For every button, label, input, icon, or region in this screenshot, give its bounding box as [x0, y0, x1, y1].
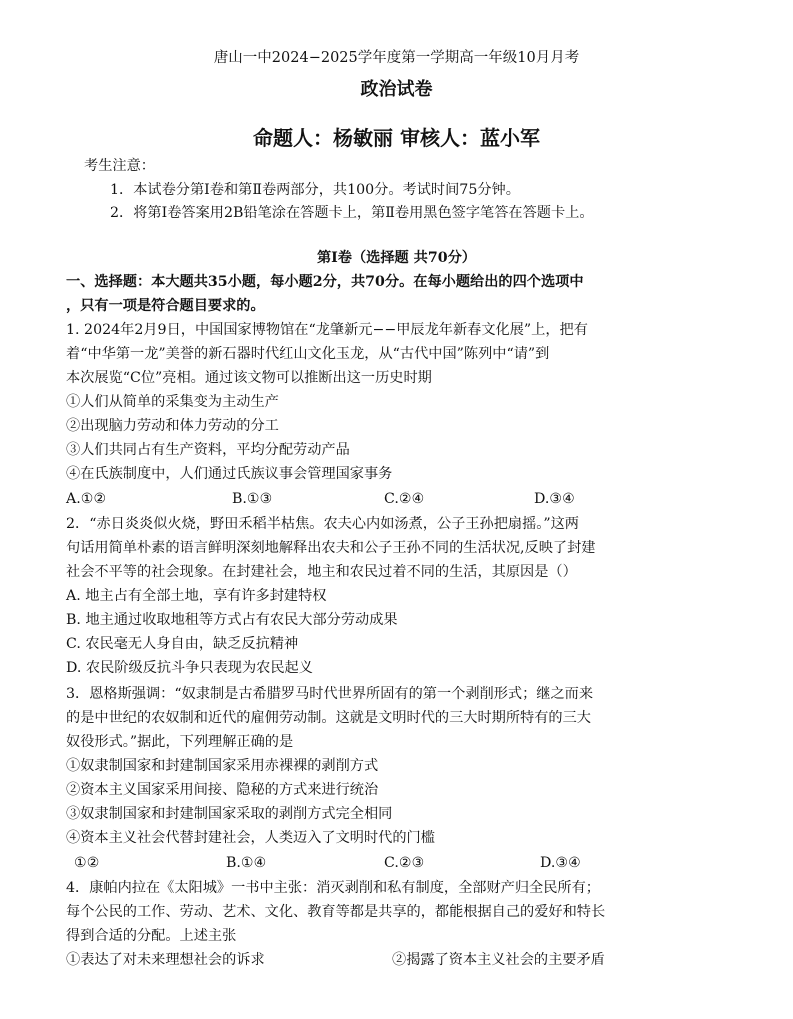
section-instruction: ，只有一项是符合题目要求的。 — [66, 298, 265, 314]
answer-option: A. 地主占有全部土地，享有许多封建特权 — [66, 588, 327, 604]
question-stem-line: 每个公民的工作、劳动、艺术、文化、教育等都是共享的，都能根据自己的爱好和特长 — [66, 904, 606, 920]
question-stem-line: 着“中华第一龙”美誉的新石器时代红山文化玉龙，从“古代中国”陈列中“请”到 — [66, 346, 550, 362]
answer-option: D. 农民阶级反抗斗争只表现为农民起义 — [66, 660, 313, 676]
answer-option: A.①② — [66, 491, 107, 507]
question-stem-line: 本次展览“C位”亮相。通过该文物可以推断出这一历史时期 — [66, 370, 432, 386]
section-instruction: 一、选择题：本大题共35小题，每小题2分，共70分。在每小题给出的四个选项中 — [66, 274, 584, 290]
statement: ②出现脑力劳动和体力劳动的分工 — [66, 418, 279, 434]
statement: ①表达了对未来理想社会的诉求 — [66, 952, 265, 968]
notice-item: 2．将第Ⅰ卷答案用2B铅笔涂在答题卡上，第Ⅱ卷用黑色签字笔答在答题卡上。 — [110, 205, 594, 221]
answer-option: B.①④ — [226, 855, 267, 871]
answer-option: C.②④ — [384, 491, 425, 507]
answer-option: C. 农民毫无人身自由，缺乏反抗精神 — [66, 636, 299, 652]
answer-option: D.③④ — [534, 491, 575, 507]
statement: ②揭露了资本主义社会的主要矛盾 — [392, 952, 605, 968]
question-stem-line: 3．恩格斯强调：“奴隶制是古希腊罗马时代世界所固有的第一个剥削形式；继之而来 — [66, 686, 594, 702]
statement: ③奴隶制国家和封建制国家采取的剥削方式完全相同 — [66, 806, 393, 822]
answer-option: B.①③ — [232, 491, 273, 507]
statement: ③人们共同占有生产资料，平均分配劳动产品 — [66, 442, 350, 458]
statement: ④资本主义社会代替封建社会，人类迈入了文明时代的门槛 — [66, 830, 435, 846]
school-exam-title: 唐山一中2024−2025学年度第一学期高一年级10月月考 — [213, 50, 580, 66]
statement: ①人们从简单的采集变为主动生产 — [66, 394, 279, 410]
question-stem-line: 句话用简单朴素的语言鲜明深刻地解释出农夫和公子王孙不同的生活状况,反映了封建 — [66, 540, 596, 556]
question-stem-line: 4．康帕内拉在《太阳城》一书中主张：消灭剥削和私有制度，全部财产归全民所有； — [66, 880, 600, 896]
statement: ①奴隶制国家和封建制国家采用赤裸裸的剥削方式 — [66, 758, 379, 774]
authors-line: 命题人：杨敏丽 审核人：蓝小军 — [253, 126, 540, 150]
answer-option: ①② — [74, 855, 100, 871]
notice-title: 考生注意： — [84, 158, 155, 174]
question-stem-line: 社会不平等的社会现象。在封建社会，地主和农民过着不同的生活，其原因是（） — [66, 564, 577, 580]
question-stem-line: 的是中世纪的农奴制和近代的雇佣劳动制。这就是文明时代的三大时期所特有的三大 — [66, 710, 591, 726]
answer-option: C.②③ — [384, 855, 425, 871]
notice-item: 1．本试卷分第Ⅰ卷和第Ⅱ卷两部分，共100分。考试时间75分钟。 — [110, 182, 520, 198]
question-stem-line: 奴役形式。”据此，下列理解正确的是 — [66, 734, 294, 750]
question-stem-line: 2．“赤日炎炎似火烧，野田禾稻半枯焦。农夫心内如汤煮，公子王孙把扇摇。”这两 — [66, 516, 579, 532]
answer-option: B. 地主通过收取地租等方式占有农民大部分劳动成果 — [66, 612, 398, 628]
answer-option: D.③④ — [540, 855, 581, 871]
subject-title: 政治试卷 — [360, 79, 433, 100]
statement: ④在氏族制度中，人们通过氏族议事会管理国家事务 — [66, 466, 393, 482]
part1-title: 第Ⅰ卷（选择题 共70分） — [316, 250, 476, 266]
statement: ②资本主义国家采用间接、隐秘的方式来进行统治 — [66, 782, 379, 798]
question-stem-line: 得到合适的分配。上述主张 — [66, 928, 237, 944]
question-stem-line: 1. 2024年2月9日，中国国家博物馆在“龙肇新元−−甲辰龙年新春文化展”上，把有 — [66, 322, 588, 338]
